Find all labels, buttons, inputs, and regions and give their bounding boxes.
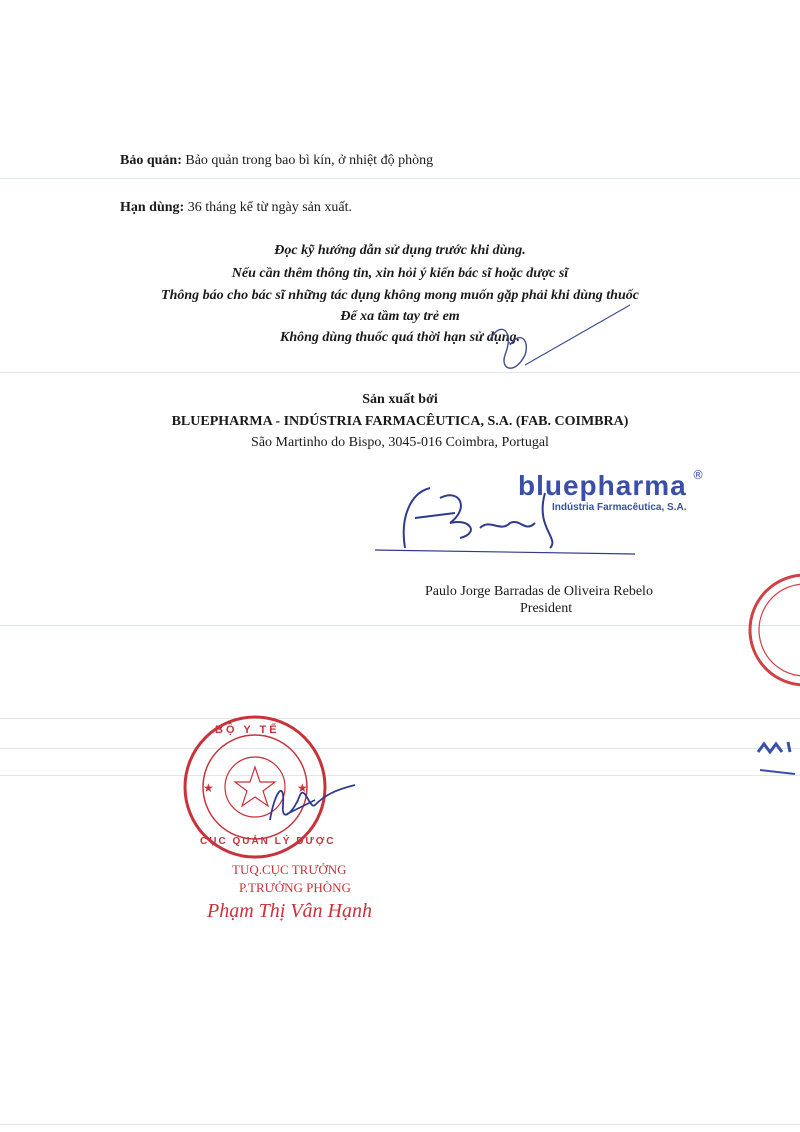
shelf-life-line [120,200,352,216]
bluepharma-stamp-sub: Indústria Farmacêutica, S.A. [552,502,687,513]
partial-red-seal [715,570,800,690]
warning-line: Không dùng thuốc quá thời hạn sử dụng. [279,330,520,345]
approval-line2: P.TRƯỞNG PHÒNG [239,880,351,895]
scan-rule [0,372,800,373]
initials-signature [470,300,640,385]
warning-line: Thông báo cho bác sĩ những tác dụng không mong muốn gặp phải khi dùng thuốc [161,288,639,303]
seal-top-text: BỘ Y TẾ [215,724,280,736]
signatory-title: President [520,601,573,616]
approval-line1: TUQ.CỤC TRƯỞNG [232,862,347,877]
official-signature [255,770,365,840]
svg-text:★: ★ [297,781,308,795]
shelf-life-text: 36 tháng kể từ ngày sản xuất. [187,200,352,215]
scan-rule [0,748,800,749]
registered-icon: ® [692,468,704,482]
warning-line: Để xa tầm tay trẻ em [340,309,460,324]
warning-line: Đọc kỹ hướng dẫn sử dụng trước khi dùng. [274,243,526,258]
bluepharma-stamp-logo: bluepharma [518,470,687,501]
president-signature [370,478,640,558]
seal-bottom-text: CỤC QUẢN LÝ DƯỢC [200,836,336,847]
signatory-name: Paulo Jorge Barradas de Oliveira Rebelo [425,584,653,599]
scan-rule [0,178,800,179]
approval-name: Phạm Thị Vân Hạnh [207,900,372,922]
manufacturer-name: BLUEPHARMA - INDÚSTRIA FARMACÊUTICA, S.A. (FAB. COIMBRA) [171,414,629,429]
scan-rule [0,775,800,776]
svg-text:★: ★ [203,781,214,795]
warning-line: Nếu cần thêm thông tin, xin hỏi ý kiến bác sĩ hoặc dược sĩ [231,266,569,281]
scan-rule [0,1124,800,1125]
shelf-life-label: Hạn dùng: [120,200,185,215]
manufacturer-heading: Sản xuất bởi [362,392,438,407]
manufacturer-address: São Martinho do Bispo, 3045-016 Coimbra, Portugal [251,435,549,450]
storage-line [120,153,433,169]
scan-rule [0,718,800,719]
partial-blue-stamp [750,730,800,790]
storage-label: Bảo quản: [120,153,182,168]
scan-rule [0,625,800,626]
storage-text: Bảo quản trong bao bì kín, ở nhiệt độ phòng [185,153,434,168]
